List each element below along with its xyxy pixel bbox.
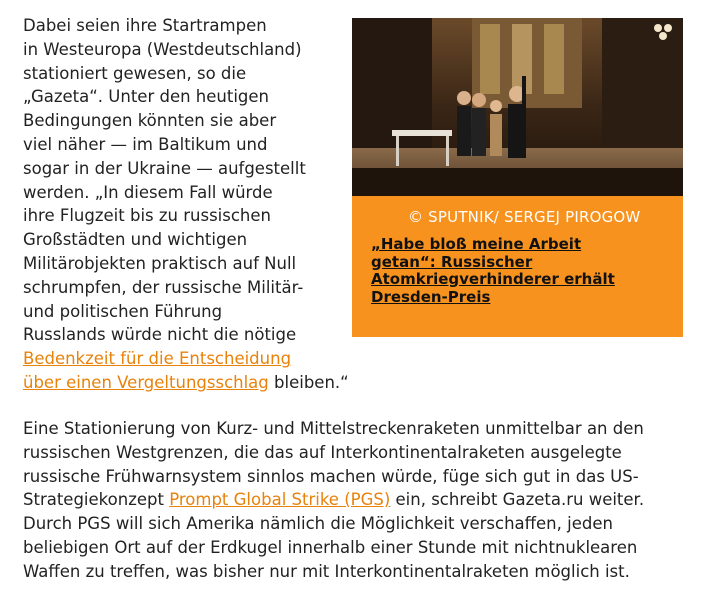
award-ceremony-photo[interactable]	[352, 18, 683, 196]
text-line: und politischen Führung	[23, 301, 223, 321]
text-fragment: bleiben.“	[268, 372, 349, 392]
prompt-global-strike-link[interactable]: Prompt Global Strike (PGS)	[169, 490, 391, 510]
text-line	[23, 371, 368, 395]
text-line	[23, 347, 368, 371]
text-line: stationiert gewesen, so die	[23, 63, 247, 83]
text-line: Großstädten und wichtigen	[23, 230, 248, 250]
article-paragraph-2	[23, 417, 703, 584]
article-paragraph-1	[23, 14, 368, 395]
text-line	[23, 488, 703, 512]
text-line: „Gazeta“. Unter den heutigen	[23, 87, 270, 107]
caption-line[interactable]: getan“: Russischer	[371, 252, 533, 271]
text-line: Dabei seien ihre Startrampen	[23, 16, 267, 35]
photo-credit: © SPUTNIK/ SERGEJ PIROGOW	[408, 208, 641, 226]
caption-line[interactable]: Dresden-Preis	[371, 287, 491, 306]
text-line: Durch PGS will sich Amerika nämlich die Möglichkeit verschaffen, jeden	[23, 514, 613, 534]
text-line: Eine Stationierung von Kurz- und Mittelstreckenraketen unmittelbar an den	[23, 419, 644, 438]
caption-line[interactable]: Atomkriegverhinderer erhält	[371, 270, 615, 288]
text-line: Waffen zu treffen, was bisher nur mit Interkontinentalraketen möglich ist.	[23, 561, 630, 581]
caption-line[interactable]: „Habe bloß meine Arbeit	[371, 235, 582, 253]
text-line: Bedingungen könnten sie aber	[23, 111, 277, 131]
text-line: ihre Flugzeit bis zu russischen	[23, 206, 271, 226]
bedenkzeit-link-cont[interactable]: über einen Vergeltungsschlag	[23, 372, 269, 392]
text-line: Russlands würde nicht die nötige	[23, 325, 297, 345]
related-article-teaser[interactable]	[352, 18, 683, 337]
text-line: sogar in der Ukraine — aufgestellt	[23, 158, 306, 178]
text-line: viel näher — im Baltikum und	[23, 134, 268, 154]
text-fragment: Strategiekonzept	[23, 490, 170, 510]
text-line: schrumpfen, der russische Militär-	[23, 277, 304, 297]
text-line: beliebigen Ort auf der Erdkugel innerhalb einer Stunde mit nichtnuklearen	[23, 537, 638, 557]
text-line: in Westeuropa (Westdeutschland)	[23, 39, 302, 59]
text-line: russische Frühwarnsystem sinnlos machen würde, füge sich gut in das US-	[23, 466, 639, 486]
bedenkzeit-link[interactable]: Bedenkzeit für die Entscheidung	[23, 349, 292, 369]
text-line: russischen Westgrenzen, die das auf Interkontinentalraketen ausgelegte	[23, 442, 622, 462]
related-article-link[interactable]	[371, 236, 671, 306]
text-line: werden. „In diesem Fall würde	[23, 182, 273, 202]
text-line: Militärobjekten praktisch auf Null	[23, 253, 297, 273]
text-fragment: ein, schreibt Gazeta.ru weiter.	[390, 490, 645, 510]
